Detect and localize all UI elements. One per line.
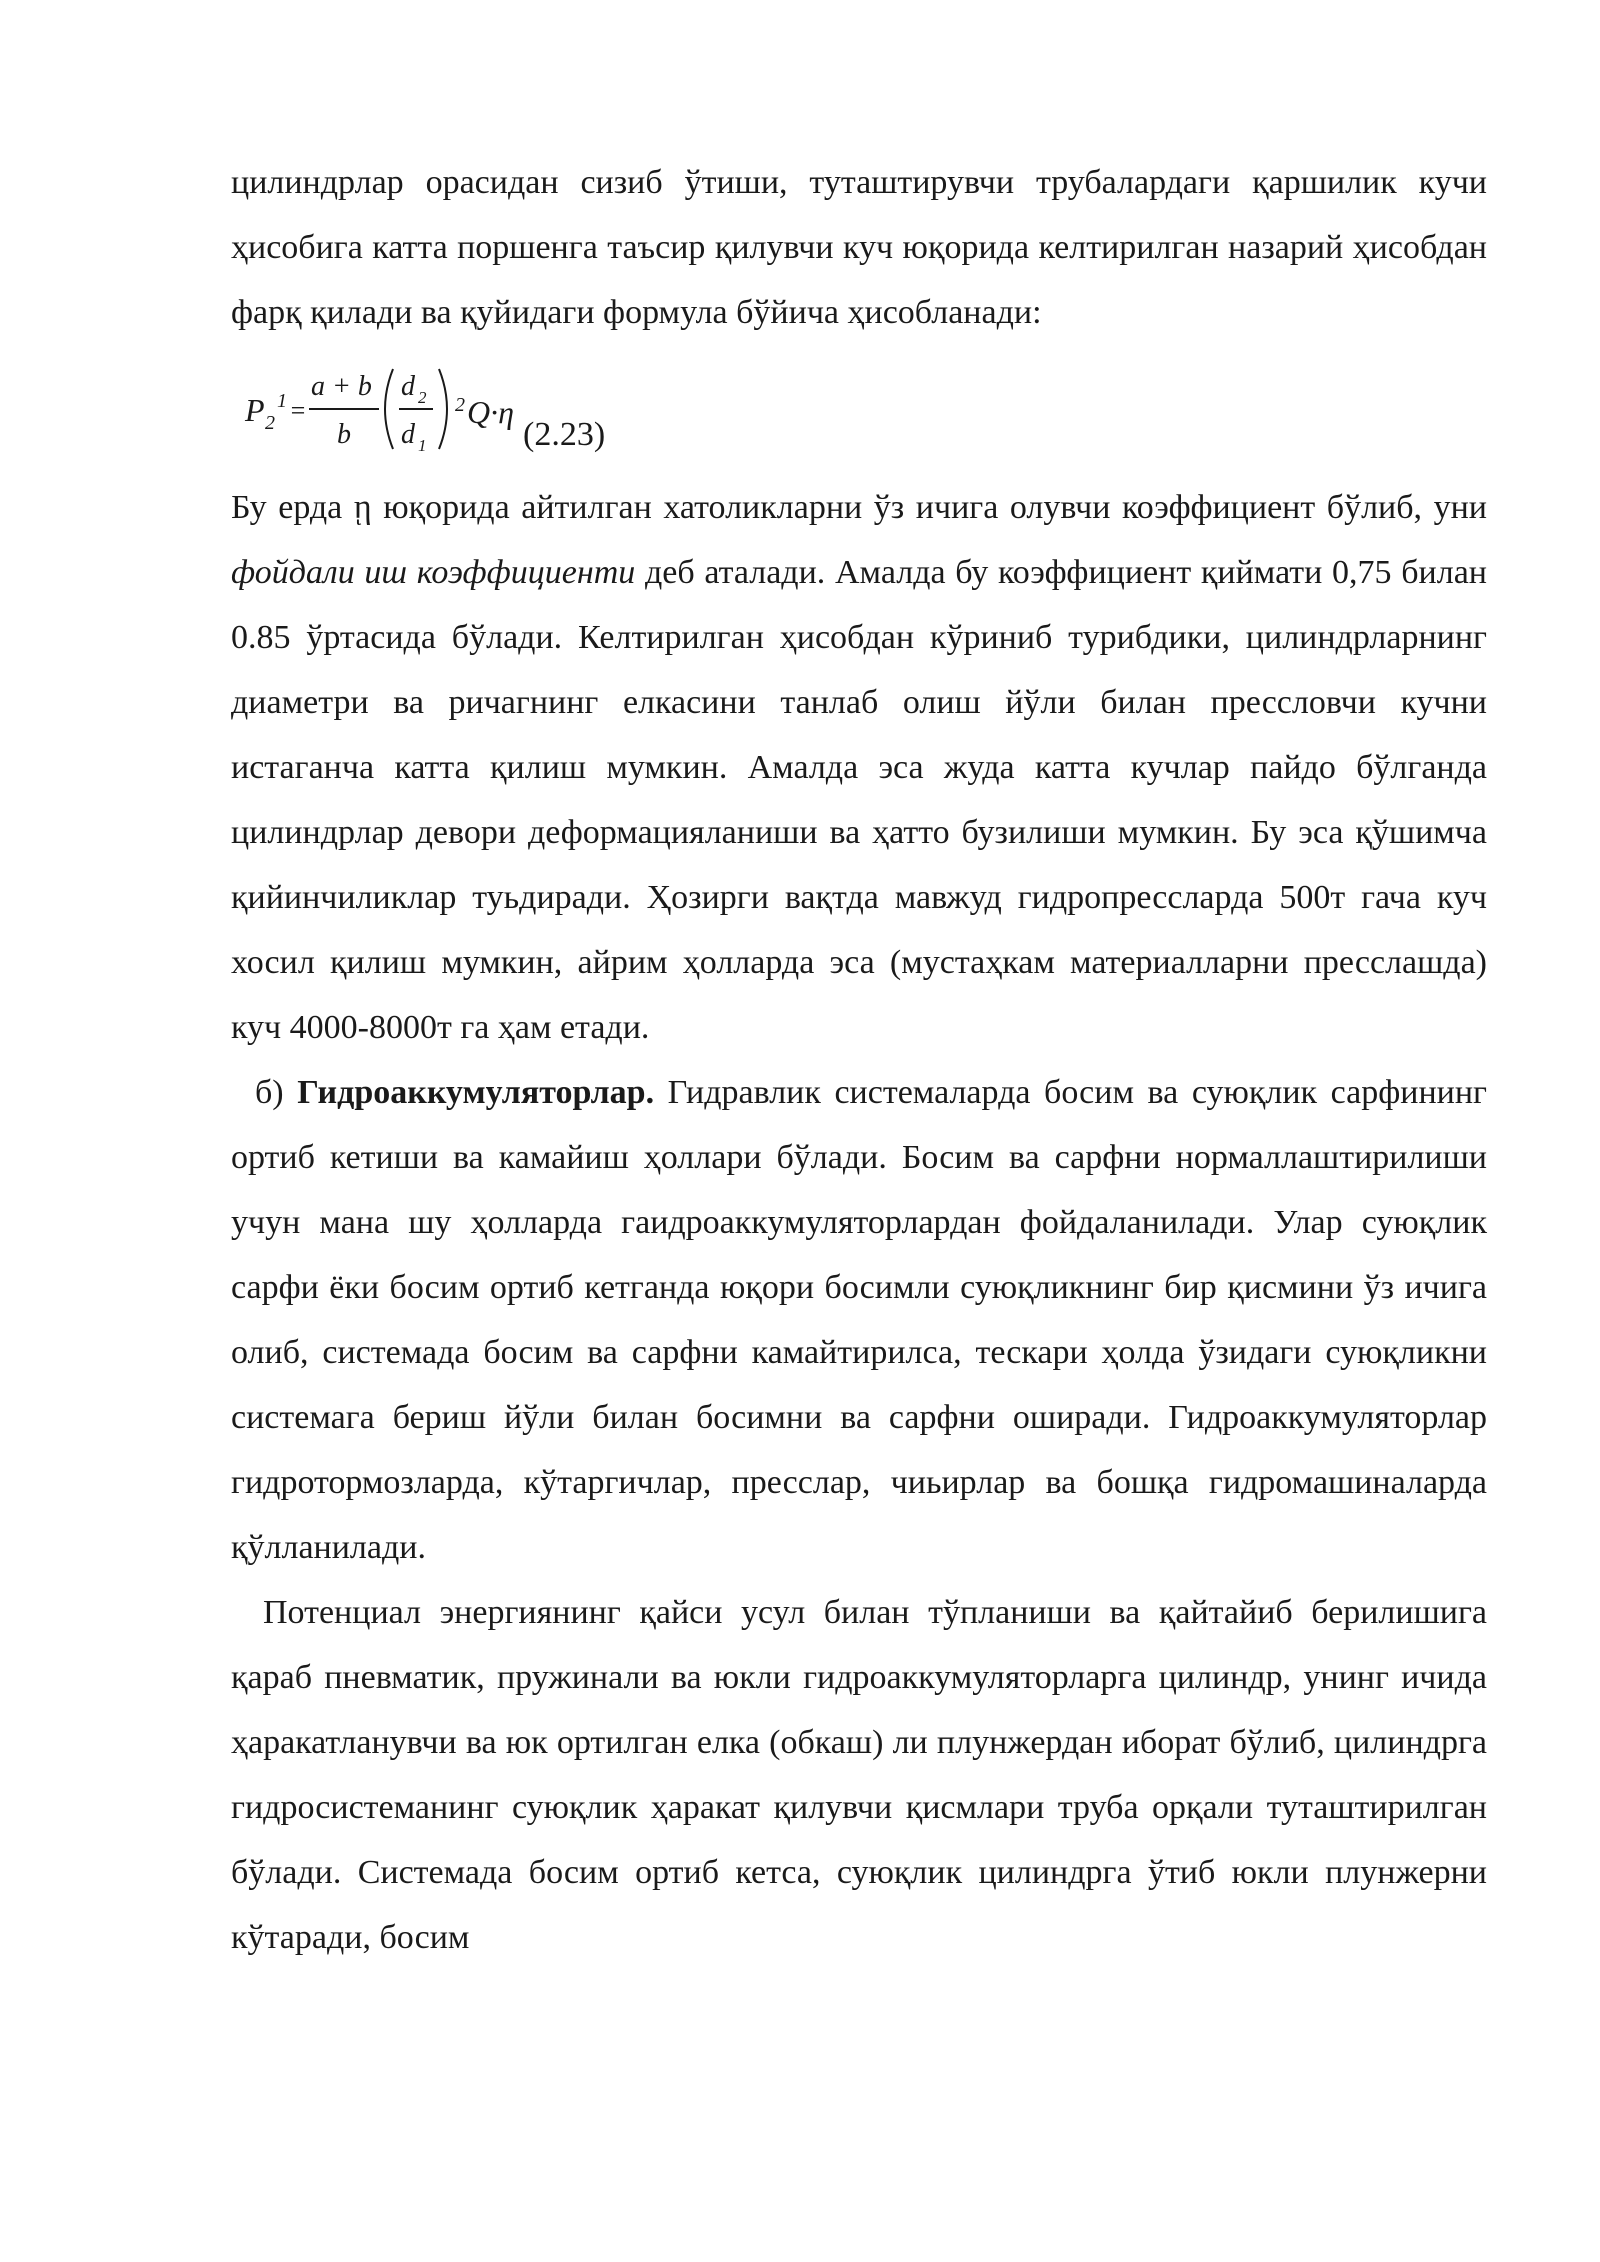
formula-equals: = (289, 396, 307, 425)
formula-ratio-num-sub: 2 (418, 388, 427, 407)
formula-lhs: P (245, 392, 265, 428)
formula-ratio-num: d (401, 371, 415, 402)
formula-block (231, 345, 1487, 475)
paragraph-efficiency-rest: деб аталади. Амалда бу коэффициент қиймати 0,75 билан 0.85 ўртасида бўлади. Келтирилган ҳисобдан кўриниб турибдики, цилиндрларнинг диаметри ва ричагнинг елкасини танлаб олиш йўли билан прессловчи кучни истаганча катта қилиш мумкин. Амалда эса жуда катта кучлар пайдо бўлганда цилиндрлар девори деформацияланиши ва ҳатто бузилиши мумкин. Бу эса қўшимча қийинчиликлар туьдиради. Ҳозирги вақтда мавжуд гидропрессларда 500т гача куч хосил қилиш мумкин, айрим ҳолларда эса (мустаҳкам материалларни пресслашда) куч 4000-8000т га ҳам етади. (231, 554, 1487, 1046)
paragraph-accumulators-rest: Гидравлик системаларда босим ва суюқлик сарфининг ортиб кетиши ва камайиш ҳоллари бўлади. Босим ва сарфни нормаллаштирилиши учун мана шу ҳолларда гаидроаккумуляторлардан фойдаланилади. Улар суюқлик сарфи ёки босим ортиб кетганда юқори босимли суюқликнинг бир қисмини ўз ичига олиб, системада босим ва сарфни камайтирилса, тескари ҳолда ўзидаги суюқликни системага бериш йўли билан босимни ва сарфни оширади. Гидроаккумуляторлар гидротормозларда, кўтаргичлар, пресслар, чиьирлар ва бошқа гидромашиналарда қўлланилади. (231, 1074, 1487, 1566)
formula-denominator: b (337, 419, 351, 450)
equation-number: (2.23) (523, 416, 606, 453)
paragraph-accumulators (231, 1060, 1487, 1580)
formula-lhs-sup: 1 (277, 390, 287, 412)
formula-ratio-den-sub: 1 (418, 436, 427, 455)
paragraph-potential-energy: Потенциал энергиянинг қайси усул билан тўпланиши ва қайтайиб берилишига қараб пневматик, пружинали ва юкли гидроаккумуляторларга цилиндр, унинг ичида ҳаракатланувчи ва юк ортилган елка (обкаш) ли плунжердан иборат бўлиб, цилиндрга гидросистеманинг суюқлик ҳаракат қилувчи қисмлари труба орқали туташтирилган бўлади. Системада босим ортиб кетса, суюқлик цилиндрга ўтиб юкли плунжерни кўтаради, босим (231, 1594, 1487, 1956)
formula-numerator: a + b (311, 371, 372, 402)
paragraph-efficiency (231, 475, 1487, 1060)
section-prefix: б) (255, 1074, 298, 1111)
paragraph-intro: цилиндрлар орасидан сизиб ўтиши, туташтирувчи трубалардаги қаршилик кучи ҳисобига катта поршенга таъсир қилувчи куч юқорида келтирилган назарий ҳисобдан фарқ қилади ва қуйидаги формула бўйича ҳисобланади: (231, 164, 1487, 331)
formula-tail: Q·η (467, 394, 514, 430)
formula-power: 2 (455, 394, 465, 416)
efficiency-term: фойдали иш коэффициенти (231, 554, 636, 591)
formula-lhs-sub: 2 (265, 412, 275, 434)
paragraph-efficiency-start: Бу ерда ῃ юқорида айтилган хатоликларни ўз ичига олувчи коэффициент бўлиб, уни (231, 489, 1487, 526)
formula-2-23 (237, 355, 537, 475)
formula-ratio-den: d (401, 419, 415, 450)
document-page (231, 150, 1487, 1970)
section-heading: Гидроаккумуляторлар. (297, 1074, 655, 1111)
